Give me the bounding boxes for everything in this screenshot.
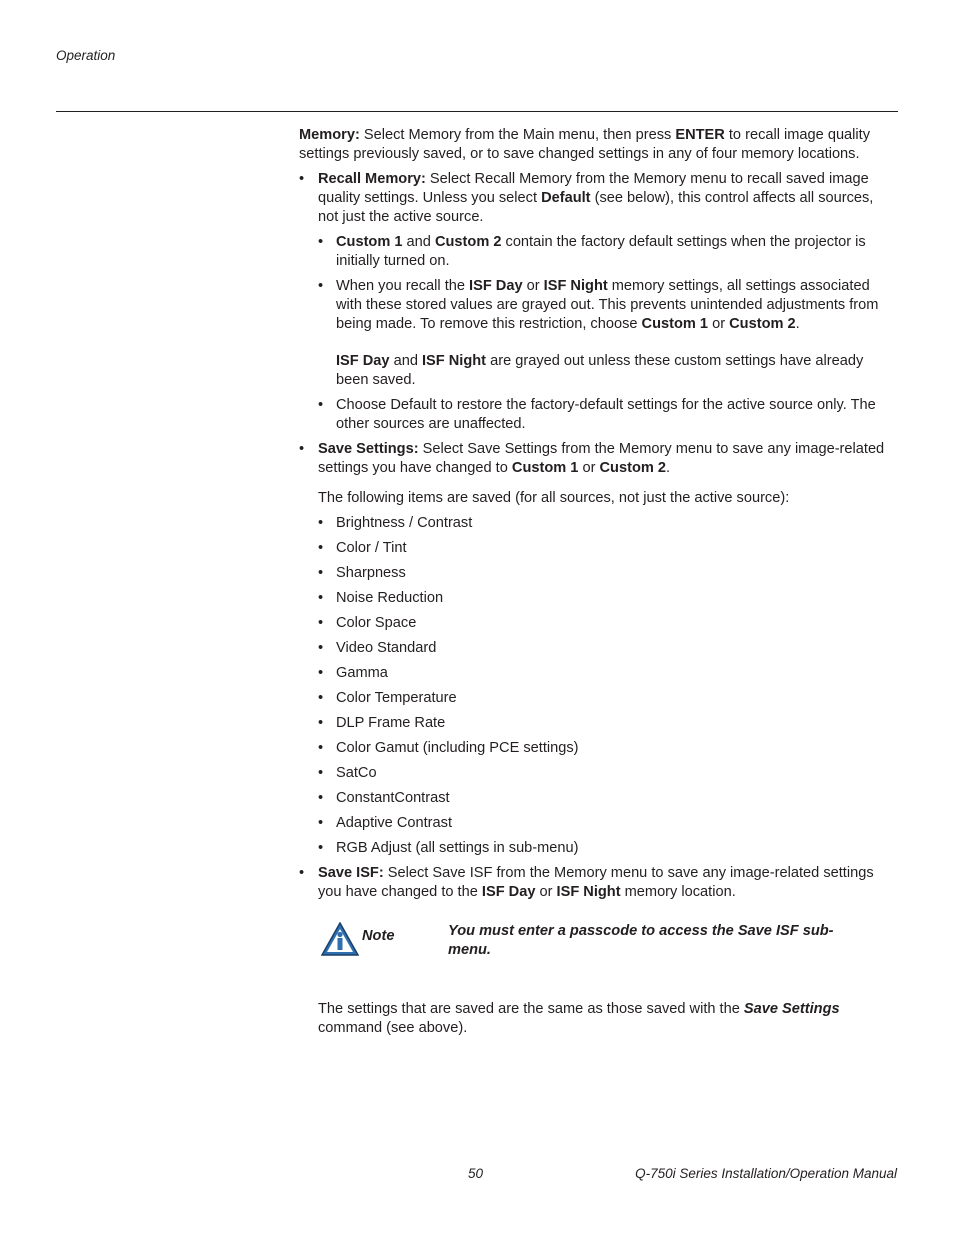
list-item: • RGB Adjust (all settings in sub-menu) <box>318 840 579 856</box>
saved-items-intro: The following items are saved (for all sources, not just the active source): <box>318 490 790 506</box>
header-rule <box>56 111 898 112</box>
memory-options-list <box>299 170 897 1038</box>
memory-term: Memory: <box>299 127 360 143</box>
list-item: • Color Space <box>318 615 417 631</box>
note-text: You must enter a passcode to access the Save ISF sub-menu. <box>448 923 834 958</box>
saved-items-list <box>318 514 897 858</box>
list-item: • SatCo <box>318 765 377 781</box>
list-item: • ConstantContrast <box>318 790 450 806</box>
recall-memory-term: Recall Memory: <box>318 171 426 187</box>
running-header: Operation <box>56 48 116 63</box>
isf-grayed-note: ISF Day and ISF Night are grayed out unless these custom settings have already been saved. <box>336 353 864 388</box>
closing-paragraph: The settings that are saved are the same as those saved with the Save Settings command (see above). <box>318 1001 840 1036</box>
manual-title: Q-750i Series Installation/Operation Manual <box>635 1166 897 1181</box>
note-box <box>318 910 897 1000</box>
save-settings-term: Save Settings: <box>318 441 419 457</box>
custom-presets-item: • Custom 1 and Custom 2 contain the factory default settings when the projector is initially turned on. <box>318 234 866 269</box>
save-settings-item: • Save Settings: Select Save Settings from the Memory menu to save any image-related settings you have changed to Custom 1 or Custom 2. The following items are saved (for all sources, not just the active source): • Brightness / Contrast • Color / Tint • Sharpness • Noise Reduction • Color Space • Video Standard • Gamma • Color Temperature • DLP Frame Rate • Color Gamut (including PCE settings) • SatCo • ConstantContrast • Adaptive Contrast • RGB Adjust (all settings in sub-menu) <box>299 440 897 858</box>
list-item: • Video Standard <box>318 640 437 656</box>
recall-memory-item: • Recall Memory: Select Recall Memory from the Memory menu to recall saved image quality settings. Unless you select Default (see below), this control affects all sources, not just the active source. • Custom 1 and Custom 2 contain the factory default settings when the projector is initially turned on. • When you recall the ISF Day or ISF Night memory settings, all settings associated with these stored values are grayed out. This prevents unintended adjustments from being made. To remove this restriction, choose Custom 1 or Custom 2. ISF Day and ISF Night are grayed out unless these custom settings have already been saved. • Choose Default to restore the factory-default settings for the active source only. The other sources are unaffected. <box>299 170 897 434</box>
default-item: • Choose Default to restore the factory-default settings for the active source only. The other sources are unaffected. <box>318 397 876 432</box>
list-item: • Gamma <box>318 665 388 681</box>
list-item: • Adaptive Contrast <box>318 815 453 831</box>
list-item: • Color Gamut (including PCE settings) <box>318 740 579 756</box>
list-item: • Noise Reduction <box>318 590 444 606</box>
list-item: • Brightness / Contrast <box>318 515 473 531</box>
note-info-icon <box>321 922 359 956</box>
save-isf-term: Save ISF: <box>318 865 384 881</box>
main-content <box>299 126 897 1038</box>
page-number: 50 <box>468 1166 484 1181</box>
list-item: • DLP Frame Rate <box>318 715 446 731</box>
memory-intro: Memory: Select Memory from the Main menu, then press ENTER to recall image quality settings previously saved, or to save changed settings in any of four memory locations. <box>299 127 871 162</box>
list-item: • Sharpness <box>318 565 406 581</box>
list-item: • Color / Tint <box>318 540 407 556</box>
list-item: • Color Temperature <box>318 690 457 706</box>
note-label: Note <box>362 928 395 944</box>
isf-presets-item: • When you recall the ISF Day or ISF Night memory settings, all settings associated with these stored values are grayed out. This prevents unintended adjustments from being made. To remove this restriction, choose Custom 1 or Custom 2. ISF Day and ISF Night are grayed out unless these custom settings have already been saved. <box>318 277 897 390</box>
save-isf-item: • Save ISF: Select Save ISF from the Memory menu to save any image-related settings you have changed to the ISF Day or ISF Night memory location. Note You must enter a passcode to access the Save ISF sub-menu. The settings that are saved are the same as those saved with the Save Settings command (see above). <box>299 864 897 1038</box>
